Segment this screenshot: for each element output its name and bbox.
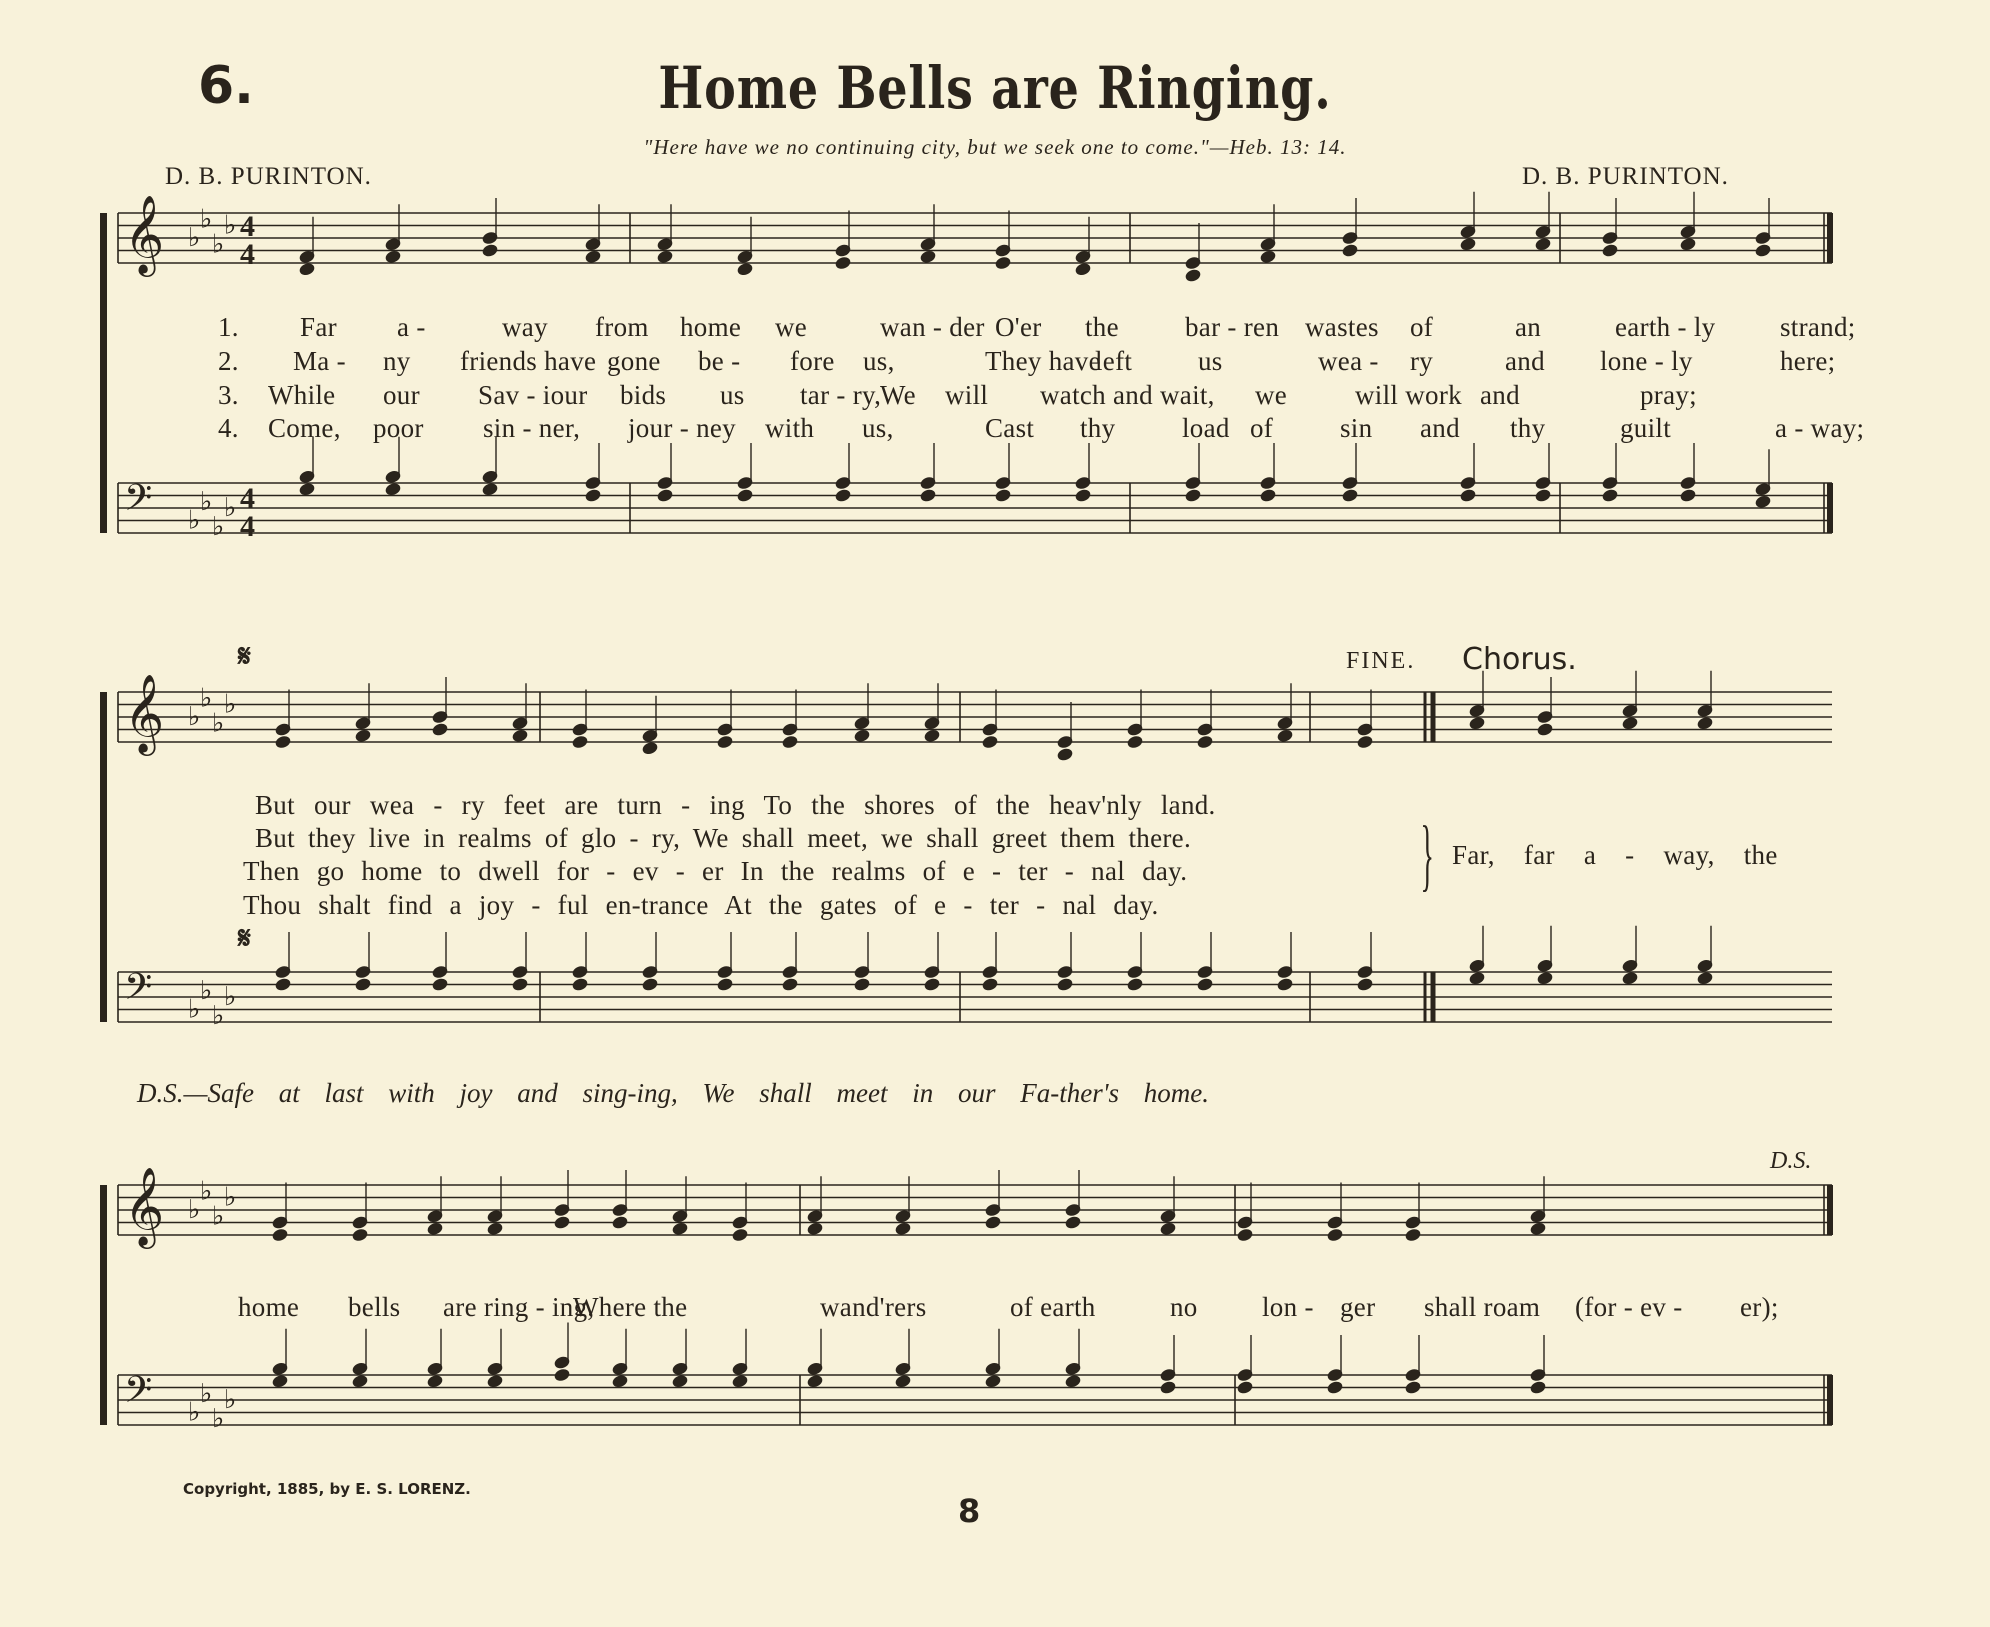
lyric-syllable: strand; <box>1780 312 1856 342</box>
svg-text:𝄞: 𝄞 <box>124 1167 165 1246</box>
lyric-syllable: a - <box>397 312 426 342</box>
lyric-syllable: us, <box>863 346 895 376</box>
svg-text:♭: ♭ <box>224 1385 237 1414</box>
svg-text:♭: ♭ <box>200 975 213 1005</box>
lyric-syllable: poor <box>373 413 424 443</box>
verse-number-1: 1. <box>218 312 239 342</box>
lyric-syllable: Come, <box>268 413 341 443</box>
svg-text:♭: ♭ <box>188 702 201 731</box>
lyric-syllable: thy <box>1080 413 1116 443</box>
svg-text:♭: ♭ <box>188 1397 201 1427</box>
lyric-syllable: Far <box>300 312 337 342</box>
lyric-syllable: be - <box>698 346 741 376</box>
lyric-syllable: They have <box>985 346 1101 376</box>
lyric-syllable: us <box>1198 346 1223 376</box>
lyric-syllable: lon - <box>1262 1292 1314 1322</box>
verse-3-line-2: Then go home to dwell for - ev - er In the realms of e - ter - nal day. <box>243 856 1188 886</box>
lyric-syllable: lone - ly <box>1600 346 1693 376</box>
lyric-syllable: with <box>765 413 815 443</box>
lyric-syllable: (for - ev - <box>1575 1292 1683 1322</box>
lyric-syllable: sin <box>1340 413 1373 443</box>
svg-text:♭: ♭ <box>200 1176 213 1206</box>
lyric-syllable: bar - ren <box>1185 312 1280 342</box>
chorus-heading: Chorus. <box>1462 642 1577 677</box>
svg-text:♭: ♭ <box>200 486 213 516</box>
lyric-syllable: Where the <box>573 1292 688 1322</box>
lyric-syllable: of earth <box>1010 1292 1096 1322</box>
lyric-syllable: here; <box>1780 346 1836 376</box>
verse-number-4: 4. <box>218 413 239 443</box>
lyric-syllable: O'er <box>995 312 1042 342</box>
verse-4-line-2: Thou shalt find a joy - ful en-trance At the gates of e - ter - nal day. <box>243 890 1159 920</box>
lyric-syllable: wait, <box>1160 380 1215 410</box>
lyric-syllable: Cast <box>985 413 1035 443</box>
lyric-syllable: and <box>1420 413 1460 443</box>
lyric-syllable: bells <box>348 1292 401 1322</box>
words-credit: D. B. PURINTON. <box>165 163 372 190</box>
svg-text:♭: ♭ <box>200 204 213 234</box>
time-signature-bass: 4 4 <box>240 482 255 543</box>
svg-text:𝄞: 𝄞 <box>124 195 165 274</box>
hymn-title: Home Bells are Ringing. <box>658 54 1332 122</box>
lyric-syllable: shall roam <box>1424 1292 1541 1322</box>
lyric-syllable: friends have <box>460 346 597 376</box>
lyric-syllable: us, <box>862 413 894 443</box>
lyric-syllable: wea - <box>1318 346 1379 376</box>
fine-marking: FINE. <box>1346 648 1416 674</box>
lyric-syllable: ger <box>1340 1292 1376 1322</box>
svg-text:𝄞: 𝄞 <box>124 674 165 753</box>
lyric-syllable: we <box>775 312 808 342</box>
verse-brace: } <box>1420 811 1434 899</box>
lyric-syllable: left <box>1095 346 1133 376</box>
lyric-syllable: tar - ry, <box>800 380 882 410</box>
lyric-syllable: of <box>1410 312 1434 342</box>
svg-text:♭: ♭ <box>224 982 237 1011</box>
svg-text:♭: ♭ <box>212 708 225 738</box>
lyric-syllable: no <box>1170 1292 1198 1322</box>
svg-text:♭: ♭ <box>224 1182 237 1212</box>
lyric-syllable: will <box>945 380 989 410</box>
music-credit: D. B. PURINTON. <box>1522 163 1729 190</box>
segno-sign-bass: 𝄋 <box>238 922 251 955</box>
lyric-syllable: the <box>1085 312 1119 342</box>
lyric-syllable: er); <box>1740 1292 1779 1322</box>
verse-2-line-2: But they live in realms of glo - ry, We shall meet, we shall greet them there. <box>255 823 1191 853</box>
svg-text:𝄢: 𝄢 <box>124 966 153 1017</box>
lyric-syllable: ry <box>1410 346 1434 376</box>
lyric-syllable: guilt <box>1620 413 1672 443</box>
svg-text:♭: ♭ <box>188 994 201 1024</box>
time-signature-treble: 4 4 <box>240 210 255 271</box>
lyric-syllable: sin - ner, <box>483 413 581 443</box>
lyric-syllable: from <box>595 312 649 342</box>
lyric-syllable: While <box>268 380 336 410</box>
lyric-syllable: pray; <box>1640 380 1697 410</box>
segno-sign: 𝄋 <box>238 640 251 673</box>
chorus-line-1: Far, far a - way, the <box>1452 840 1778 870</box>
lyric-syllable: wan - der <box>880 312 985 342</box>
scripture-epigraph: "Here have we no continuing city, but we seek one to come."—Heb. 13: 14. <box>643 135 1347 159</box>
svg-text:♭: ♭ <box>212 511 225 541</box>
lyric-syllable: of <box>1250 413 1274 443</box>
lyric-syllable: load <box>1182 413 1230 443</box>
svg-text:♭: ♭ <box>212 1403 225 1433</box>
lyric-syllable: a - way; <box>1775 413 1865 443</box>
lyric-syllable: us <box>720 380 745 410</box>
lyric-syllable: will work <box>1355 380 1462 410</box>
svg-text:♭: ♭ <box>224 210 237 240</box>
svg-text:𝄢: 𝄢 <box>124 1369 153 1420</box>
svg-text:♭: ♭ <box>212 229 225 259</box>
ds-marking: D.S. <box>1770 1148 1812 1174</box>
svg-text:♭: ♭ <box>212 1201 225 1231</box>
lyric-syllable: we <box>1255 380 1288 410</box>
lyric-syllable: are ring - ing, <box>443 1292 595 1322</box>
lyric-syllable: thy <box>1510 413 1546 443</box>
lyric-syllable: ny <box>383 346 411 376</box>
svg-text:𝄢: 𝄢 <box>124 477 153 528</box>
lyric-syllable: way <box>502 312 548 342</box>
lyric-syllable: gone <box>607 346 661 376</box>
svg-text:♭: ♭ <box>200 683 213 713</box>
svg-text:♭: ♭ <box>188 1195 201 1224</box>
lyric-syllable: bids <box>620 380 667 410</box>
hymn-number: 6. <box>198 56 254 116</box>
lyric-syllable: our <box>383 380 420 410</box>
lyric-syllable: jour - ney <box>628 413 736 443</box>
lyric-syllable: an <box>1515 312 1542 342</box>
svg-text:♭: ♭ <box>224 689 237 719</box>
svg-text:♭: ♭ <box>188 223 201 252</box>
lyric-syllable: We <box>880 380 916 410</box>
verse-number-2: 2. <box>218 346 239 376</box>
ds-lyric-line: D.S.—Safe at last with joy and sing-ing, We shall meet in our Fa-ther's home. <box>137 1078 1209 1108</box>
lyric-syllable: and <box>1505 346 1545 376</box>
lyric-syllable: Sav - iour <box>478 380 588 410</box>
lyric-syllable: earth - ly <box>1615 312 1716 342</box>
lyric-syllable: watch and <box>1040 380 1153 410</box>
svg-text:♭: ♭ <box>188 505 201 535</box>
lyric-syllable: fore <box>790 346 835 376</box>
svg-text:♭: ♭ <box>224 493 237 522</box>
lyric-syllable: Ma - <box>293 346 346 376</box>
lyric-syllable: wand'rers <box>820 1292 927 1322</box>
verse-1-line-2: But our wea - ry feet are turn - ing To the shores of the heav'nly land. <box>255 790 1216 820</box>
svg-text:♭: ♭ <box>212 1000 225 1030</box>
svg-text:♭: ♭ <box>200 1378 213 1408</box>
lyric-syllable: home <box>680 312 742 342</box>
verse-number-3: 3. <box>218 380 239 410</box>
copyright-notice: Copyright, 1885, by E. S. LORENZ. <box>183 1480 471 1498</box>
lyric-syllable: wastes <box>1305 312 1379 342</box>
page-number: 8 <box>958 1492 981 1530</box>
lyric-syllable: home <box>238 1292 300 1322</box>
lyric-syllable: and <box>1480 380 1520 410</box>
